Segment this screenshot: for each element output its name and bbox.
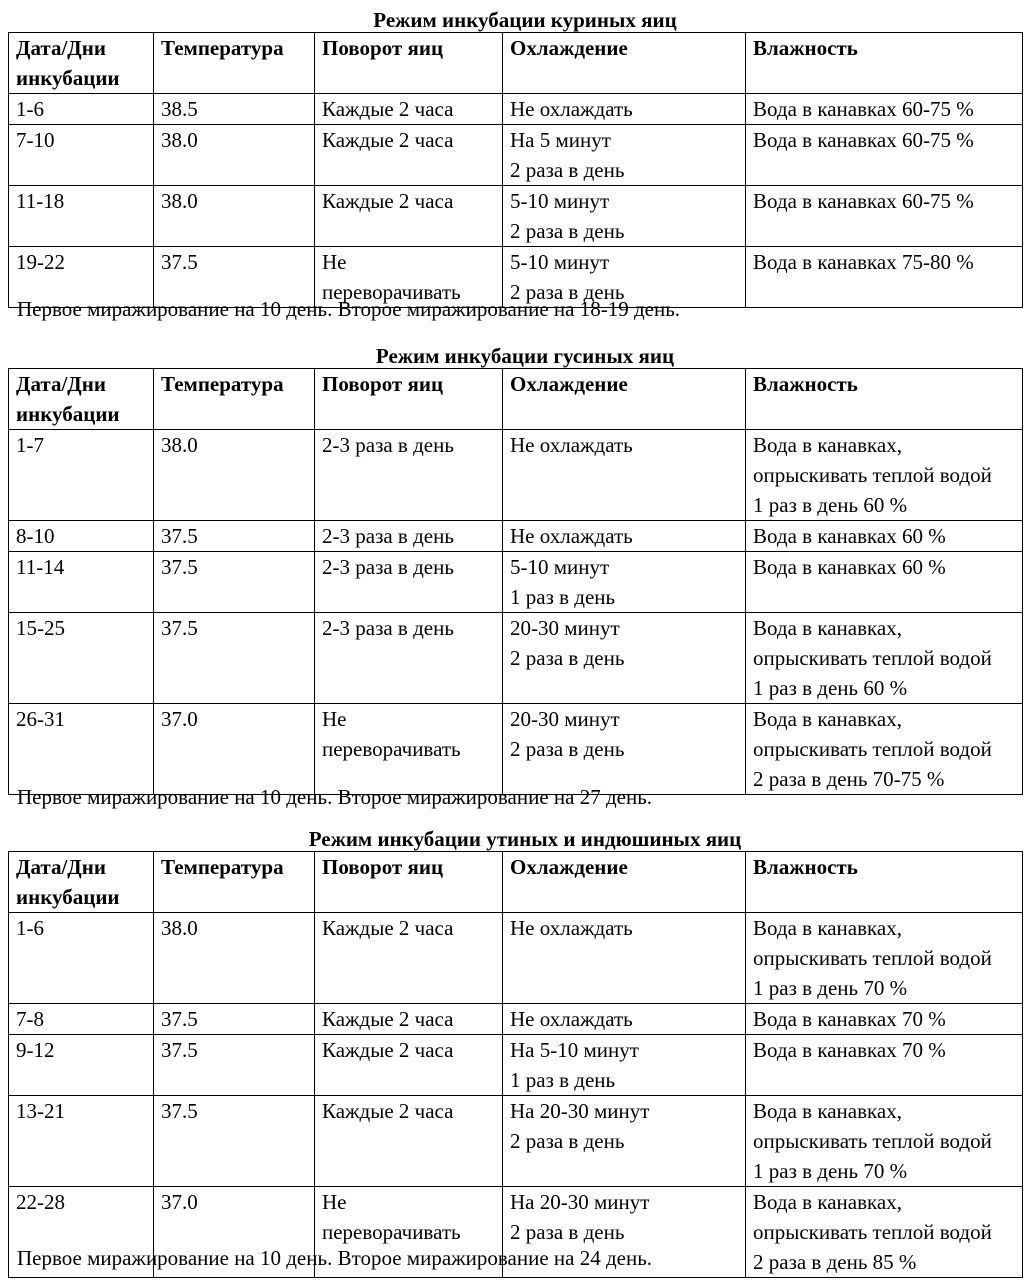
column-header: Дата/Дни инкубации — [9, 852, 154, 913]
table-cell: 8-10 — [9, 521, 154, 552]
column-header: Влажность — [746, 852, 1023, 913]
table-row — [9, 430, 1023, 521]
column-header: Охлаждение — [503, 852, 746, 913]
incubation-table — [8, 851, 1023, 1278]
table-cell: Не охлаждать — [503, 94, 746, 125]
table-cell: Не охлаждать — [503, 430, 746, 521]
candling-note: Первое миражирование на 10 день. Второе миражирование на 24 день. — [17, 1246, 653, 1270]
table-cell: Каждые 2 часа — [315, 1035, 503, 1096]
table-cell: Вода в канавках, опрыскивать теплой водой 2 раза в день 85 % — [746, 1187, 1023, 1278]
table-row — [9, 186, 1023, 247]
incubation-table — [8, 32, 1023, 308]
table-row — [9, 704, 1023, 795]
table-cell: Вода в канавках, опрыскивать теплой водой 1 раз в день 60 % — [746, 613, 1023, 704]
table-cell: 37.5 — [154, 552, 315, 613]
table-row — [9, 125, 1023, 186]
table-cell: 38.0 — [154, 125, 315, 186]
table-cell: Вода в канавках 60-75 % — [746, 94, 1023, 125]
table-cell: 7-8 — [9, 1004, 154, 1035]
table-cell: 2-3 раза в день — [315, 521, 503, 552]
table-cell: 11-18 — [9, 186, 154, 247]
table-cell: Вода в канавках 60-75 % — [746, 125, 1023, 186]
table-cell: Не переворачивать — [315, 704, 503, 795]
table-cell: 5-10 минут 2 раза в день — [503, 186, 746, 247]
table-cell: Вода в канавках 70 % — [746, 1035, 1023, 1096]
table-cell: Каждые 2 часа — [315, 1096, 503, 1187]
column-header: Температура — [154, 369, 315, 430]
table-cell: На 5 минут 2 раза в день — [503, 125, 746, 186]
table-row — [9, 521, 1023, 552]
table-cell: 37.5 — [154, 1096, 315, 1187]
table-cell: На 20-30 минут 2 раза в день — [503, 1096, 746, 1187]
table-cell: Вода в канавках 60-75 % — [746, 186, 1023, 247]
incubation-table — [8, 368, 1023, 795]
table-cell: 2-3 раза в день — [315, 552, 503, 613]
column-header: Поворот яиц — [315, 369, 503, 430]
table-cell: Не переворачивать — [315, 247, 503, 308]
table-row — [9, 613, 1023, 704]
column-header: Влажность — [746, 369, 1023, 430]
table-cell: Вода в канавках 75-80 % — [746, 247, 1023, 308]
section-title: Режим инкубации куриных яиц — [373, 8, 677, 32]
candling-note: Первое миражирование на 10 день. Второе миражирование на 27 день. — [17, 785, 653, 809]
table-cell: 37.5 — [154, 1035, 315, 1096]
table-cell: Вода в канавках 60 % — [746, 521, 1023, 552]
table-cell: Вода в канавках, опрыскивать теплой водой 1 раз в день 70 % — [746, 913, 1023, 1004]
table-cell: Вода в канавках, опрыскивать теплой водой 1 раз в день 70 % — [746, 1096, 1023, 1187]
table-cell: 26-31 — [9, 704, 154, 795]
table-cell: Каждые 2 часа — [315, 125, 503, 186]
table-cell: 7-10 — [9, 125, 154, 186]
table-cell: На 5-10 минут 1 раз в день — [503, 1035, 746, 1096]
table-cell: 5-10 минут 1 раз в день — [503, 552, 746, 613]
table-row — [9, 1035, 1023, 1096]
table-cell: Каждые 2 часа — [315, 94, 503, 125]
column-header: Влажность — [746, 33, 1023, 94]
table-header-row — [9, 369, 1023, 430]
table-cell: 38.0 — [154, 186, 315, 247]
table-cell: 19-22 — [9, 247, 154, 308]
candling-note: Первое миражирование на 10 день. Второе миражирование на 18-19 день. — [17, 297, 681, 321]
table-cell: 38.5 — [154, 94, 315, 125]
table-cell: 37.5 — [154, 1004, 315, 1035]
table-cell: Вода в канавках, опрыскивать теплой водой 1 раз в день 60 % — [746, 430, 1023, 521]
table-cell: Каждые 2 часа — [315, 1004, 503, 1035]
table-cell: 5-10 минут 2 раза в день — [503, 247, 746, 308]
column-header: Охлаждение — [503, 369, 746, 430]
table-cell: 13-21 — [9, 1096, 154, 1187]
table-row — [9, 1096, 1023, 1187]
table-cell: 2-3 раза в день — [315, 430, 503, 521]
table-cell: 37.5 — [154, 521, 315, 552]
table-cell: На 20-30 минут 2 раза в день — [503, 1187, 746, 1278]
table-cell: Каждые 2 часа — [315, 913, 503, 1004]
column-header: Температура — [154, 33, 315, 94]
table-cell: 37.5 — [154, 613, 315, 704]
table-cell: Не охлаждать — [503, 521, 746, 552]
column-header: Дата/Дни инкубации — [9, 369, 154, 430]
table-cell: 38.0 — [154, 430, 315, 521]
table-cell: Вода в канавках, опрыскивать теплой водой 2 раза в день 70-75 % — [746, 704, 1023, 795]
table-cell: 1-7 — [9, 430, 154, 521]
table-cell: 1-6 — [9, 94, 154, 125]
table-cell: Каждые 2 часа — [315, 186, 503, 247]
table-header-row — [9, 33, 1023, 94]
column-header: Поворот яиц — [315, 852, 503, 913]
table-cell: 37.0 — [154, 704, 315, 795]
table-cell: 37.0 — [154, 1187, 315, 1278]
table-cell: 20-30 минут 2 раза в день — [503, 613, 746, 704]
table-cell: 20-30 минут 2 раза в день — [503, 704, 746, 795]
table-header-row — [9, 852, 1023, 913]
table-cell: Не охлаждать — [503, 1004, 746, 1035]
table-cell: Вода в канавках 60 % — [746, 552, 1023, 613]
table-cell: 15-25 — [9, 613, 154, 704]
column-header: Охлаждение — [503, 33, 746, 94]
table-cell: 2-3 раза в день — [315, 613, 503, 704]
section-title: Режим инкубации утиных и индюшиных яиц — [308, 827, 742, 851]
table-cell: 9-12 — [9, 1035, 154, 1096]
column-header: Поворот яиц — [315, 33, 503, 94]
table-cell: 37.5 — [154, 247, 315, 308]
table-cell: Не переворачивать — [315, 1187, 503, 1278]
table-cell: Вода в канавках 70 % — [746, 1004, 1023, 1035]
table-row — [9, 913, 1023, 1004]
table-cell: Не охлаждать — [503, 913, 746, 1004]
table-cell: 22-28 — [9, 1187, 154, 1278]
table-cell: 38.0 — [154, 913, 315, 1004]
section-title: Режим инкубации гусиных яиц — [375, 344, 675, 368]
table-row — [9, 1004, 1023, 1035]
table-cell: 11-14 — [9, 552, 154, 613]
column-header: Температура — [154, 852, 315, 913]
column-header: Дата/Дни инкубации — [9, 33, 154, 94]
table-row — [9, 552, 1023, 613]
table-cell: 1-6 — [9, 913, 154, 1004]
table-row — [9, 94, 1023, 125]
